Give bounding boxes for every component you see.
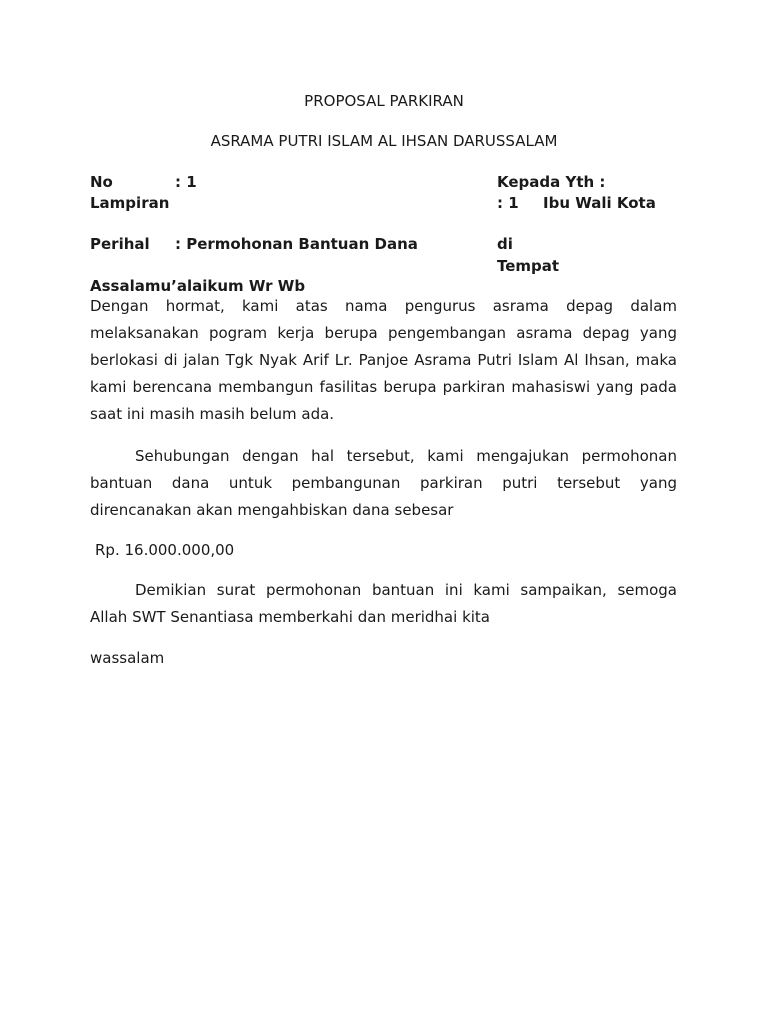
closing: wassalam [90, 649, 165, 667]
body-paragraph-2: Sehubungan dengan hal tersebut, kami mengajukan permohonan bantuan dana untuk pembangunan parkiran putri tersebut yang direncanakan akan mengahbiskan dana sebesar [90, 447, 677, 519]
lampiran-label: Lampiran [90, 194, 170, 212]
amount-line: Rp. 16.000.000,00 [95, 541, 235, 559]
document-title: PROPOSAL PARKIRAN [304, 92, 464, 110]
body-paragraph-1: Dengan hormat, kami atas nama pengurus asrama depag dalam melaksanakan pogram kerja berupa pengembangan asrama depag yang berlokasi di jalan Tgk Nyak Arif Lr. Panjoe Asrama Putri Islam Al Ihsan, maka kami berencana membangun fasilitas berupa parkiran mahasiswi yang pada saat ini masih masih belum ada. [90, 297, 677, 423]
lampiran-value: : 1 [497, 194, 519, 212]
di-label: di [497, 235, 513, 253]
perihal-label: Perihal [90, 235, 150, 253]
no-label: No [90, 173, 113, 191]
document-subtitle: ASRAMA PUTRI ISLAM AL IHSAN DARUSSALAM [210, 132, 558, 150]
greeting: Assalamu’alaikum Wr Wb [90, 277, 306, 295]
no-value: : 1 [175, 173, 197, 191]
tempat-label: Tempat [497, 257, 560, 275]
kepada-label: Kepada Yth : [497, 173, 606, 191]
recipient-name: Ibu Wali Kota [543, 194, 656, 212]
body-paragraph-3: Demikian surat permohonan bantuan ini kami sampaikan, semoga Allah SWT Senantiasa memberkahi dan meridhai kita [90, 581, 677, 626]
perihal-value: : Permohonan Bantuan Dana [175, 235, 418, 253]
